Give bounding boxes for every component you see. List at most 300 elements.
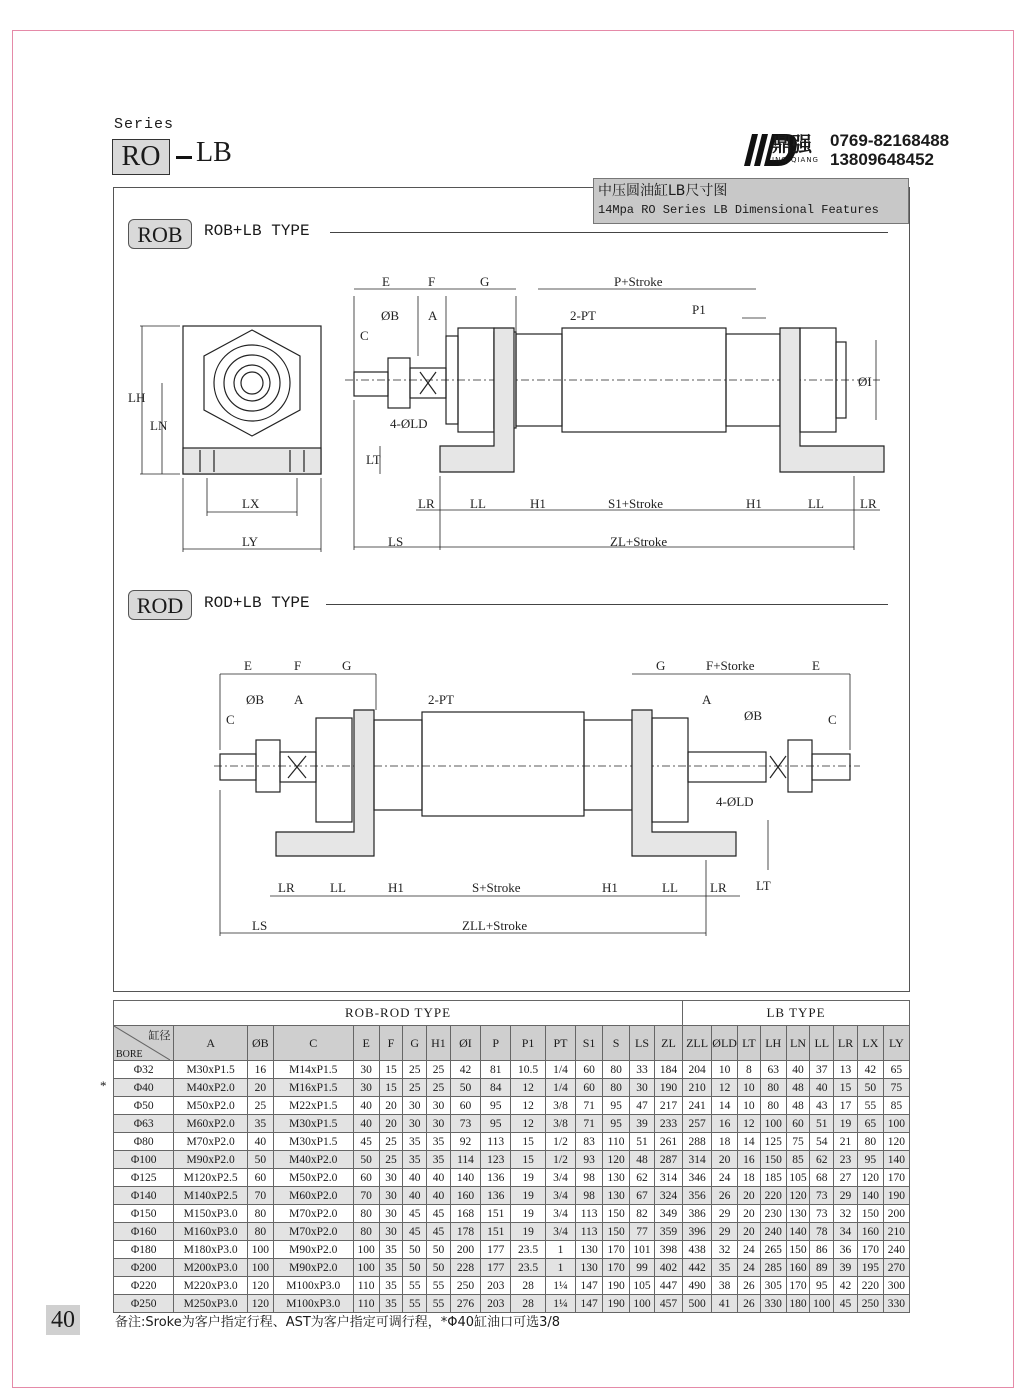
table-col-header: ZLL [683,1026,712,1061]
table-cell: 55 [403,1295,427,1313]
table-cell: 35 [403,1133,427,1151]
table-cell: 70 [353,1187,379,1205]
table-cell: 35 [403,1151,427,1169]
table-cell: 330 [760,1295,786,1313]
rod-tag: ROD [128,590,192,620]
table-cell: 40 [247,1133,273,1151]
table-cell: 203 [481,1295,511,1313]
table-cell: 43 [810,1097,834,1115]
table-cell: 30 [379,1223,403,1241]
table-col-header: S [603,1026,630,1061]
rob-dim-c: C [360,328,369,343]
table-cell: 35 [427,1133,451,1151]
table-bore-cell: Φ150 [114,1205,174,1223]
table-cell: 60 [247,1169,273,1187]
table-cell: 1 [545,1241,575,1259]
table-cell: 140 [857,1187,883,1205]
table-cell: 12 [712,1079,738,1097]
table-cell: 147 [576,1295,603,1313]
table-cell: 15 [379,1061,403,1079]
table-cell: 113 [576,1223,603,1241]
table-cell: 230 [760,1205,786,1223]
table-cell: 30 [379,1187,403,1205]
table-cell: 125 [760,1133,786,1151]
table-cell: 240 [760,1223,786,1241]
rob-dim-s1-stroke: S1+Stroke [608,496,664,511]
table-cell: 1/2 [545,1151,575,1169]
table-cell: 30 [353,1079,379,1097]
table-cell: 20 [738,1187,761,1205]
table-row [114,1079,910,1097]
table-cell: 105 [630,1277,655,1295]
table-cell: 3/8 [545,1097,575,1115]
table-cell: 85 [883,1097,909,1115]
table-bore-cell: Φ40 [114,1079,174,1097]
table-cell: 83 [576,1133,603,1151]
table-col-header: LH [760,1026,786,1061]
table-cell: M200xP3.0 [174,1259,247,1277]
table-cell: 25 [427,1079,451,1097]
table-cell: 98 [576,1187,603,1205]
table-cell: 24 [738,1241,761,1259]
table-row [114,1133,910,1151]
table-cell: M22xP1.5 [273,1097,353,1115]
rod-dim-a-right: A [702,692,712,707]
table-cell: 82 [630,1205,655,1223]
rod-dim-f-storke: F+Storke [706,658,755,673]
table-cell: 25 [379,1133,403,1151]
rob-dim-4ld: 4-ØLD [390,416,428,431]
table-cell: 113 [481,1133,511,1151]
table-cell: 47 [630,1097,655,1115]
table-cell: 10 [738,1079,761,1097]
rob-dim-lt: LT [366,452,381,467]
rob-dim-zl-stroke: ZL+Stroke [610,534,668,549]
table-cell: M60xP2.0 [273,1187,353,1205]
table-cell: 29 [834,1187,858,1205]
table-cell: M50xP2.0 [273,1169,353,1187]
table-cell: 240 [883,1241,909,1259]
table-group-rob-rod: ROB-ROD TYPE [114,1001,683,1026]
table-col-header: LY [883,1026,909,1061]
table-cell: 210 [883,1223,909,1241]
table-row [114,1151,910,1169]
table-cell: M160xP3.0 [174,1223,247,1241]
table-cell: 220 [857,1277,883,1295]
table-cell: M120xP2.5 [174,1169,247,1187]
rob-dim-lr-right: LR [860,496,877,511]
table-cell: 100 [883,1115,909,1133]
table-col-header: PT [545,1026,575,1061]
table-cell: 16 [247,1061,273,1079]
table-cell: 15 [511,1151,546,1169]
table-col-header: ZL [654,1026,682,1061]
table-cell: 356 [683,1187,712,1205]
table-cell: 71 [576,1097,603,1115]
table-cell: 60 [450,1097,480,1115]
table-cell: 457 [654,1295,682,1313]
rob-dim-lr-left: LR [418,496,435,511]
table-cell: 34 [834,1223,858,1241]
table-cell: 330 [883,1295,909,1313]
table-cell: 270 [883,1259,909,1277]
table-cell: 40 [427,1169,451,1187]
table-cell: 10 [712,1061,738,1079]
table-cell: 60 [353,1169,379,1187]
table-cell: 35 [379,1277,403,1295]
table-col-header: ØLD [712,1026,738,1061]
table-cell: 55 [857,1097,883,1115]
table-cell: 130 [603,1169,630,1187]
table-col-header: F [379,1026,403,1061]
table-cell: 55 [403,1277,427,1295]
table-cell: 10.5 [511,1061,546,1079]
rob-dim-ll-left: LL [470,496,486,511]
table-bore-cell: Φ50 [114,1097,174,1115]
table-cell: 51 [810,1115,834,1133]
table-cell: 180 [786,1295,810,1313]
table-cell: 305 [760,1277,786,1295]
table-cell: 25 [403,1079,427,1097]
table-cell: 30 [427,1097,451,1115]
table-cell: 120 [247,1277,273,1295]
rod-dim-lr-left: LR [278,880,295,895]
rob-dim-f: F [428,274,436,289]
table-cell: 100 [247,1259,273,1277]
table-cell: 62 [810,1151,834,1169]
rod-dim-4ld: 4-ØLD [716,794,754,809]
table-cell: 168 [450,1205,480,1223]
phone-2: 13809648452 [830,150,935,169]
table-cell: 30 [403,1115,427,1133]
table-cell: 170 [857,1241,883,1259]
table-cell: 16 [738,1151,761,1169]
table-cell: 65 [857,1115,883,1133]
table-cell: 160 [450,1187,480,1205]
table-cell: 241 [683,1097,712,1115]
table-cell: 40 [353,1115,379,1133]
table-cell: 3/4 [545,1223,575,1241]
table-cell: 26 [738,1277,761,1295]
brand-sub: ING QIANG [772,156,819,164]
rod-dim-c-left: C [226,712,235,727]
table-cell: 30 [353,1061,379,1079]
table-cell: 23.5 [511,1241,546,1259]
table-cell: 349 [654,1205,682,1223]
table-cell: 73 [810,1205,834,1223]
table-cell: 78 [810,1223,834,1241]
table-cell: 37 [810,1061,834,1079]
rod-dim-c-right: C [828,712,837,727]
table-cell: 314 [683,1151,712,1169]
table-cell: 14 [738,1133,761,1151]
table-cell: 24 [712,1169,738,1187]
table-cell: 150 [603,1205,630,1223]
brand-name: 鼎强 [772,132,812,156]
table-cell: 65 [883,1061,909,1079]
table-cell: 92 [450,1133,480,1151]
table-cell: M30xP1.5 [174,1061,247,1079]
table-col-header: G [403,1026,427,1061]
table-cell: 100 [353,1241,379,1259]
table-cell: 98 [576,1169,603,1187]
table-cell: 178 [450,1223,480,1241]
table-cell: 12 [511,1079,546,1097]
table-cell: 190 [603,1295,630,1313]
table-cell: 160 [857,1223,883,1241]
table-col-header: ØB [247,1026,273,1061]
table-cell: 35 [247,1115,273,1133]
table-row [114,1277,910,1295]
phone-1: 0769-82168488 [830,131,950,150]
table-cell: 190 [603,1277,630,1295]
rod-dim-h1-right: H1 [602,880,618,895]
table-cell: 95 [481,1115,511,1133]
rob-dim-e: E [382,274,390,289]
table-cell: 50 [403,1259,427,1277]
table-row [114,1241,910,1259]
table-cell: 19 [511,1223,546,1241]
table-cell: 45 [427,1205,451,1223]
table-cell: 48 [786,1079,810,1097]
table-cell: 12 [511,1115,546,1133]
table-bore-cell: Φ160 [114,1223,174,1241]
table-cell: M150xP3.0 [174,1205,247,1223]
table-cell: 217 [654,1097,682,1115]
table-cell: 75 [786,1133,810,1151]
table-cell: 105 [786,1169,810,1187]
table-cell: 50 [403,1241,427,1259]
table-col-header: LS [630,1026,655,1061]
table-cell: 21 [834,1133,858,1151]
table-cell: 130 [603,1187,630,1205]
rod-dim-2pt: 2-PT [428,692,454,707]
table-row [114,1259,910,1277]
table-cell: 130 [576,1259,603,1277]
table-cell: 35 [379,1241,403,1259]
rod-dim-g-left: G [342,658,352,673]
table-cell: 130 [786,1205,810,1223]
table-cell: 287 [654,1151,682,1169]
table-cell: 30 [427,1115,451,1133]
table-cell: 233 [654,1115,682,1133]
table-row [114,1115,910,1133]
rod-dim-e-left: E [244,658,252,673]
table-cell: 23.5 [511,1259,546,1277]
table-cell: 113 [576,1205,603,1223]
table-cell: 20 [379,1097,403,1115]
table-cell: 402 [654,1259,682,1277]
table-cell: 110 [603,1133,630,1151]
table-cell: 40 [810,1079,834,1097]
table-cell: 38 [712,1277,738,1295]
rob-dim-p-stroke: P+Stroke [614,274,663,289]
table-cell: 3/8 [545,1115,575,1133]
table-cell: 73 [810,1187,834,1205]
table-cell: 45 [353,1133,379,1151]
table-cell: 42 [450,1061,480,1079]
table-cell: 42 [834,1277,858,1295]
table-cell: 32 [834,1205,858,1223]
rob-dim-ly: LY [242,534,259,549]
table-cell: 140 [786,1223,810,1241]
table-cell: 26 [712,1187,738,1205]
table-cell: 25 [403,1061,427,1079]
rob-dim-p1: P1 [692,302,706,317]
table-col-header: P1 [511,1026,546,1061]
table-cell: 190 [654,1079,682,1097]
table-cell: 25 [247,1097,273,1115]
corner-top: 缸径 [148,1029,171,1042]
table-cell: 95 [857,1151,883,1169]
table-cell: 110 [353,1295,379,1313]
rob-dim-phi-b: ØB [381,308,400,323]
table-cell: M14xP1.5 [273,1061,353,1079]
table-cell: 67 [630,1187,655,1205]
table-cell: 18 [712,1133,738,1151]
rod-title: ROD+LB TYPE [204,594,310,612]
table-cell: M180xP3.0 [174,1241,247,1259]
table-cell: 324 [654,1187,682,1205]
table-cell: 257 [683,1115,712,1133]
spec-table [113,1000,910,1313]
table-cell: 68 [810,1169,834,1187]
table-row [114,1097,910,1115]
table-cell: 81 [481,1061,511,1079]
table-cell: 100 [247,1241,273,1259]
table-cell: 100 [353,1259,379,1277]
table-cell: 442 [683,1259,712,1277]
table-cell: 25 [379,1151,403,1169]
table-cell: 41 [712,1295,738,1313]
rob-dim-a: A [428,308,438,323]
table-cell: M250xP3.0 [174,1295,247,1313]
table-cell: 42 [857,1061,883,1079]
table-cell: M50xP2.0 [174,1097,247,1115]
table-cell: 89 [810,1259,834,1277]
rob-dim-ll-right: LL [808,496,824,511]
table-cell: 170 [603,1259,630,1277]
table-cell: 14 [712,1097,738,1115]
table-cell: 17 [834,1097,858,1115]
table-col-header: H1 [427,1026,451,1061]
table-cell: 396 [683,1223,712,1241]
table-cell: 184 [654,1061,682,1079]
table-bore-cell: Φ250 [114,1295,174,1313]
table-cell: 95 [810,1277,834,1295]
rod-dim-lr-right: LR [710,880,727,895]
table-cell: 19 [511,1169,546,1187]
table-cell: 204 [683,1061,712,1079]
table-cell: M100xP3.0 [273,1295,353,1313]
table-cell: 50 [427,1259,451,1277]
table-cell: 45 [427,1223,451,1241]
rob-dim-phi-i: ØI [858,374,872,389]
table-row [114,1295,910,1313]
table-col-header: A [174,1026,247,1061]
table-col-header: LR [834,1026,858,1061]
table-cell: 1/4 [545,1061,575,1079]
table-cell: 80 [760,1097,786,1115]
table-cell: 200 [883,1205,909,1223]
table-bore-cell: Φ220 [114,1277,174,1295]
table-cell: 20 [738,1205,761,1223]
table-cell: 398 [654,1241,682,1259]
rod-side-view [214,674,860,936]
table-cell: 63 [760,1061,786,1079]
table-cell: 170 [603,1241,630,1259]
rod-dim-zll-stroke: ZLL+Stroke [462,918,528,933]
table-cell: 160 [786,1259,810,1277]
table-cell: 8 [738,1061,761,1079]
table-cell: M70xP2.0 [273,1223,353,1241]
rod-dim-ls: LS [252,918,268,933]
table-cell: 250 [857,1295,883,1313]
table-cell: 50 [247,1151,273,1169]
table-cell: M16xP1.5 [273,1079,353,1097]
table-cell: 40 [353,1097,379,1115]
table-cell: M140xP2.5 [174,1187,247,1205]
table-cell: 84 [481,1079,511,1097]
table-cell: 3/4 [545,1205,575,1223]
footnote: 备注:Sroke为客户指定行程、AST为客户指定可调行程，*Φ40缸油口可选3/8 [115,1315,560,1330]
table-cell: 150 [786,1241,810,1259]
table-cell: 51 [630,1133,655,1151]
table-cell: 80 [353,1205,379,1223]
table-cell: 77 [630,1223,655,1241]
table-cell: 265 [760,1241,786,1259]
table-col-header: LT [738,1026,761,1061]
table-cell: 75 [883,1079,909,1097]
table-cell: 20 [738,1223,761,1241]
table-bore-cell: Φ140 [114,1187,174,1205]
table-cell: 150 [603,1223,630,1241]
rob-dim-ln: LN [150,418,168,433]
table-cell: 50 [450,1079,480,1097]
table-cell: 62 [630,1169,655,1187]
table-cell: 80 [760,1079,786,1097]
table-cell: 35 [427,1151,451,1169]
table-cell: 110 [353,1277,379,1295]
table-cell: 120 [883,1133,909,1151]
table-cell: 99 [630,1259,655,1277]
rob-dim-lx: LX [242,496,260,511]
rob-dim-ls: LS [388,534,404,549]
title-cn: 中压圆油缸LB尺寸图 [598,183,728,199]
table-cell: 250 [450,1277,480,1295]
table-cell: 438 [683,1241,712,1259]
table-cell: 276 [450,1295,480,1313]
rod-dim-ll-left: LL [330,880,346,895]
rod-dim-e-right: E [812,658,820,673]
table-cell: 40 [427,1187,451,1205]
table-cell: 136 [481,1187,511,1205]
table-cell: 95 [603,1115,630,1133]
title-en: 14Mpa RO Series LB Dimensional Features [598,203,879,217]
rob-dim-lh: LH [128,390,146,405]
table-cell: 26 [738,1295,761,1313]
rod-dim-f: F [294,658,302,673]
table-cell: 80 [857,1133,883,1151]
table-cell: 15 [511,1133,546,1151]
corner-bottom: BORE [116,1049,143,1060]
table-bore-cell: Φ63 [114,1115,174,1133]
table-cell: 30 [379,1205,403,1223]
series-suffix: LB [196,137,232,168]
table-cell: 1/4 [545,1079,575,1097]
table-cell: 80 [603,1061,630,1079]
table-cell: 228 [450,1259,480,1277]
